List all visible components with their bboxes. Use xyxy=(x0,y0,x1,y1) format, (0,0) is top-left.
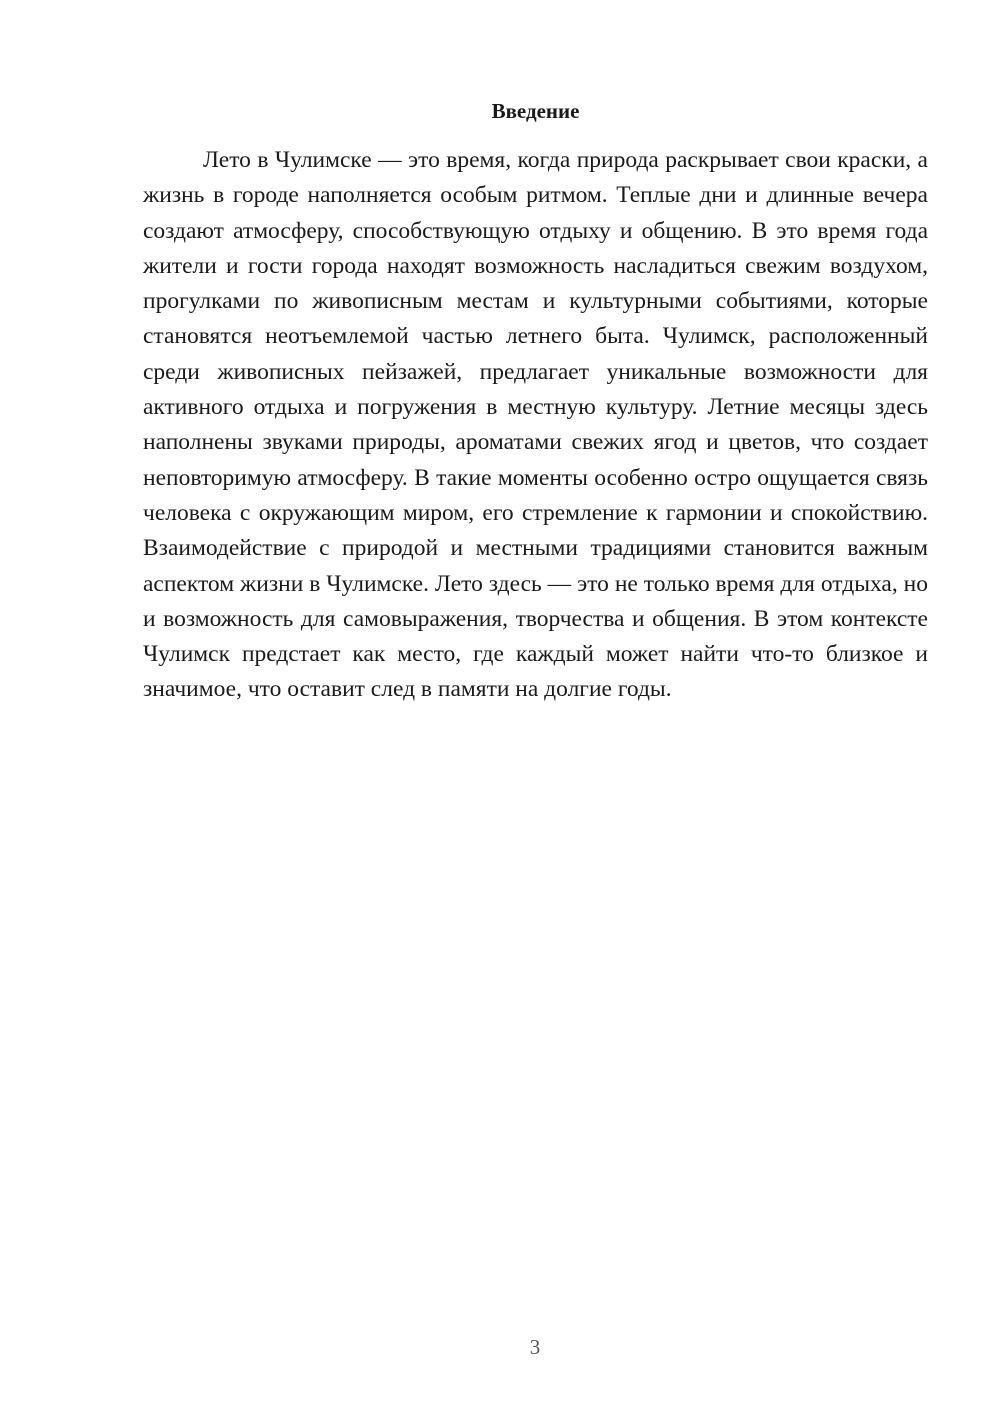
body-paragraph: Лето в Чулимске — это время, когда природа раскрывает свои краски, а жизнь в городе наполняется особым ритмом. Теплые дни и длинные вечера создают атмосферу, способствующую отдыху и общению. В это время года жители и гости города находят возможность насладиться свежим воздухом, прогулками по живописным местам и культурными событиями, которые становятся неотъемлемой частью летнего быта. Чулимск, расположенный среди живописных пейзажей, предлагает уникальные возможности для активного отдыха и погружения в местную культуру. Летние месяцы здесь наполнены звуками природы, ароматами свежих ягод и цветов, что создает неповторимую атмосферу. В такие моменты особенно остро ощущается связь человека с окружающим миром, его стремление к гармонии и спокойствию. Взаимодействие с природой и местными традициями становится важным аспектом жизни в Чулимске. Лето здесь — это не только время для отдыха, но и возможность для самовыражения, творчества и общения. В этом контексте Чулимск предстает как место, где каждый может найти что-то близкое и значимое, что оставит след в памяти на долгие годы. xyxy=(143,147,928,703)
section-heading: Введение xyxy=(491,99,580,123)
page-number: 3 xyxy=(529,1335,541,1359)
